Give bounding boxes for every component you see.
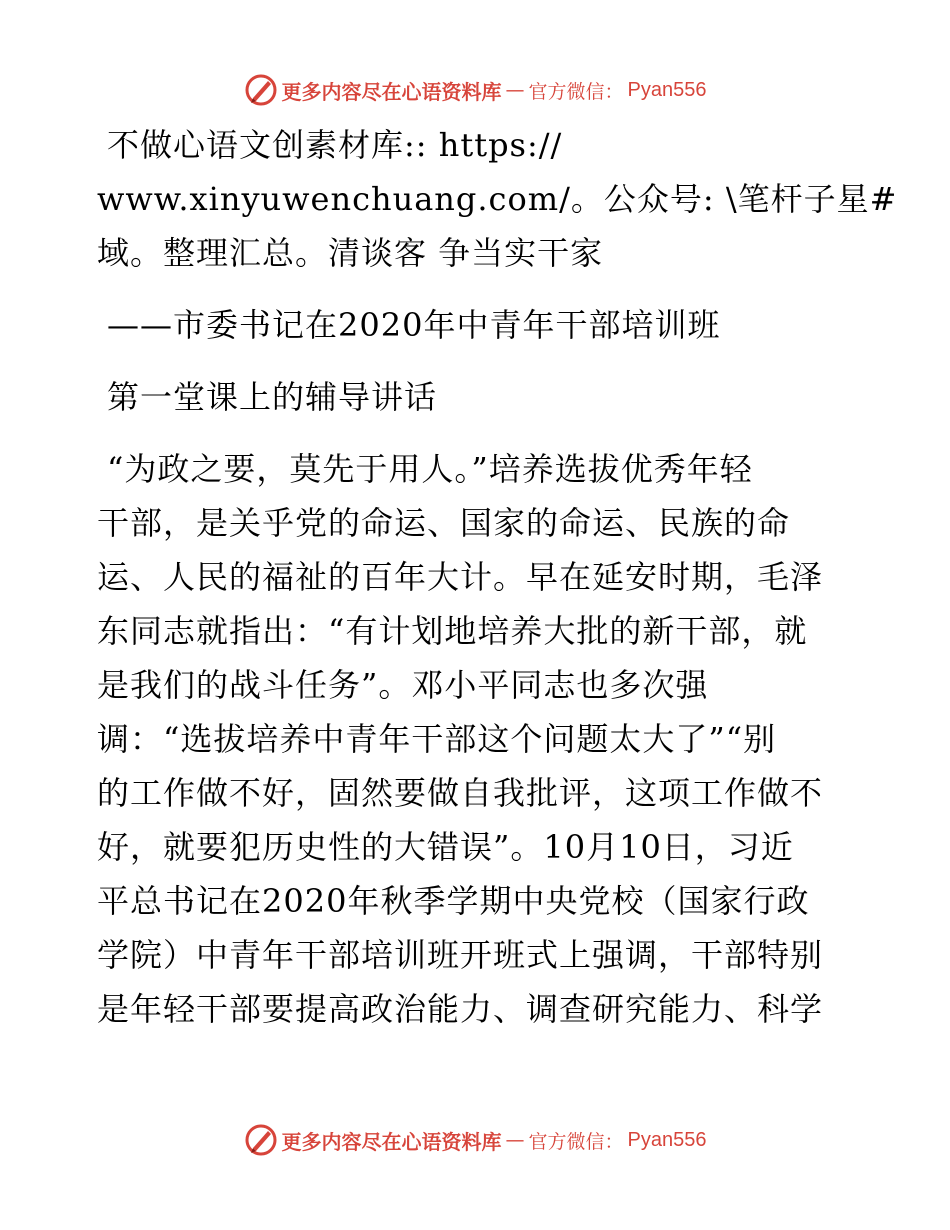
banner-main-text: 更多内容尽在心语资料库	[281, 79, 502, 104]
body-line: 是我们的战斗任务”。邓小平同志也多次强	[97, 666, 709, 704]
banner-sub-text: 官方微信：	[528, 1130, 624, 1153]
pen-circle-logo-icon	[244, 73, 278, 107]
body-line: 平总书记在2020年秋季学期中央党校（国家行政	[97, 882, 810, 920]
body-line: 的工作做不好，固然要做自我批评，这项工作做不	[97, 774, 824, 812]
spacer	[97, 352, 857, 370]
banner-inner	[244, 73, 707, 107]
body-line: 干部，是关乎党的命运、国家的命运、民族的命	[97, 504, 791, 542]
banner-wechat-id: Pyan556	[627, 1128, 707, 1151]
body-line: 是年轻干部要提高政治能力、调查研究能力、科学	[97, 990, 824, 1028]
top-watermark-banner	[0, 70, 950, 110]
banner-wechat-id: Pyan556	[627, 78, 707, 101]
body-line: 运、人民的福祉的百年大计。早在延安时期，毛泽	[97, 558, 824, 596]
pen-circle-logo-icon	[244, 1123, 278, 1157]
banner-sub-text: 官方微信：	[528, 80, 624, 103]
banner-dash: —	[505, 1129, 525, 1151]
subtitle-line: 第一堂课上的辅导讲话	[107, 378, 438, 416]
body-line: 学院）中青年干部培训班开班式上强调，干部特别	[97, 936, 824, 974]
header-line: 域。整理汇总。清谈客 争当实干家	[97, 234, 604, 272]
banner-inner	[244, 1123, 707, 1157]
header-line: 不做心语文创素材库:: https://	[107, 126, 563, 164]
body-line: 调：“选拔培养中青年干部这个问题太大了”“别	[97, 720, 777, 758]
spacer	[97, 424, 857, 442]
banner-main-text: 更多内容尽在心语资料库	[281, 1129, 502, 1154]
spacer	[97, 280, 857, 298]
document-body	[97, 118, 898, 1036]
body-line: 好，就要犯历史性的大错误”。10月10日，习近	[97, 828, 794, 866]
bottom-watermark-banner	[0, 1120, 950, 1160]
body-line: “为政之要，莫先于用人。”培养选拔优秀年轻	[107, 450, 753, 488]
banner-dash: —	[505, 79, 525, 101]
body-line: 东同志就指出：“有计划地培养大批的新干部，就	[97, 612, 808, 650]
subtitle-line: ——市委书记在2020年中青年干部培训班	[107, 306, 721, 344]
header-line: www.xinyuwenchuang.com/。公众号: \笔杆子星#	[97, 180, 898, 218]
